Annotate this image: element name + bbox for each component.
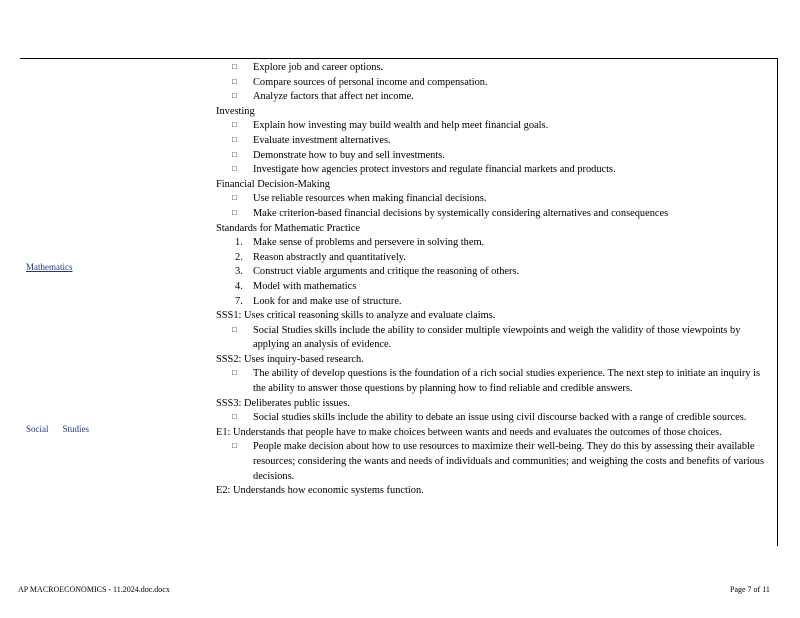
list-item: □ Evaluate investment alternatives. <box>216 134 768 149</box>
list-item: □ Analyze factors that affect net income. <box>216 90 768 105</box>
item-text: Construct viable arguments and critique the reasoning of others. <box>253 266 520 278</box>
list-item: □ Explain how investing may build wealth and help meet financial goals. <box>216 119 768 134</box>
standard-e2: E2: Understands how economic systems function. <box>216 485 424 497</box>
item-text: Model with mathematics <box>253 280 357 292</box>
section-heading-math-practice: Standards for Mathematic Practice <box>216 222 360 234</box>
table-right-border <box>777 58 778 546</box>
numbered-item <box>216 236 768 251</box>
numbered-item <box>216 295 768 310</box>
footer-page-number: Page 7 of 11 <box>730 585 770 594</box>
list-item: □ People make decision about how to use resources to maximize their well-being. They do this by assessing their available resources; considering the wants and needs of individuals and communities; and weighing the costs and benefits of various decisions. <box>216 440 768 484</box>
list-item: □ Social Studies skills include the ability to consider multiple viewpoints and weigh the validity of those viewpoints by applying an analysis of evidence. <box>216 324 768 353</box>
section-heading-financial-decision-making: Financial Decision-Making <box>216 178 330 190</box>
item-number: 7. <box>235 295 243 307</box>
list-item: □ Explore job and career options. <box>216 61 768 76</box>
subject-social-word: Social <box>26 424 49 434</box>
list-item: □ Make criterion-based financial decisions by systemically considering alternatives and consequences <box>216 207 768 222</box>
standard-sss1: SSS1: Uses critical reasoning skills to analyze and evaluate claims. <box>216 310 496 322</box>
item-text: Look for and make use of structure. <box>253 295 402 307</box>
numbered-item <box>216 251 768 266</box>
item-number: 1. <box>235 237 243 249</box>
standard-sss2: SSS2: Uses inquiry-based research. <box>216 353 364 365</box>
standard-sss3: SSS3: Deliberates public issues. <box>216 397 350 409</box>
item-number: 2. <box>235 251 243 263</box>
list-item: □ Compare sources of personal income and compensation. <box>216 76 768 91</box>
subject-studies-word: Studies <box>62 424 90 434</box>
numbered-item <box>216 280 768 295</box>
subject-social-studies <box>26 424 89 434</box>
item-text: Make sense of problems and persevere in solving them. <box>253 237 485 249</box>
standards-content <box>216 61 768 499</box>
subject-mathematics: Mathematics <box>26 262 73 272</box>
list-item: □ Social studies skills include the ability to debate an issue using civil discourse backed with a range of credible sources. <box>216 411 768 426</box>
section-heading-investing: Investing <box>216 105 255 117</box>
list-item: □ Investigate how agencies protect investors and regulate financial markets and products. <box>216 163 768 178</box>
list-item: □ Use reliable resources when making financial decisions. <box>216 192 768 207</box>
list-item: □ The ability of develop questions is the foundation of a rich social studies experience. The next step to initiate an inquiry is the ability to answer those questions by planning how to find reliable and credible answers. <box>216 367 768 396</box>
item-text: Reason abstractly and quantitatively. <box>253 251 406 263</box>
item-number: 4. <box>235 280 243 292</box>
footer-filename: AP MACROECONOMICS - 11.2024.doc.docx <box>18 585 170 594</box>
item-number: 3. <box>235 266 243 278</box>
standard-e1: E1: Understands that people have to make choices between wants and needs and evaluates the outcomes of those choices. <box>216 426 722 438</box>
table-top-border <box>20 58 778 59</box>
numbered-item <box>216 265 768 280</box>
list-item: □ Demonstrate how to buy and sell investments. <box>216 149 768 164</box>
